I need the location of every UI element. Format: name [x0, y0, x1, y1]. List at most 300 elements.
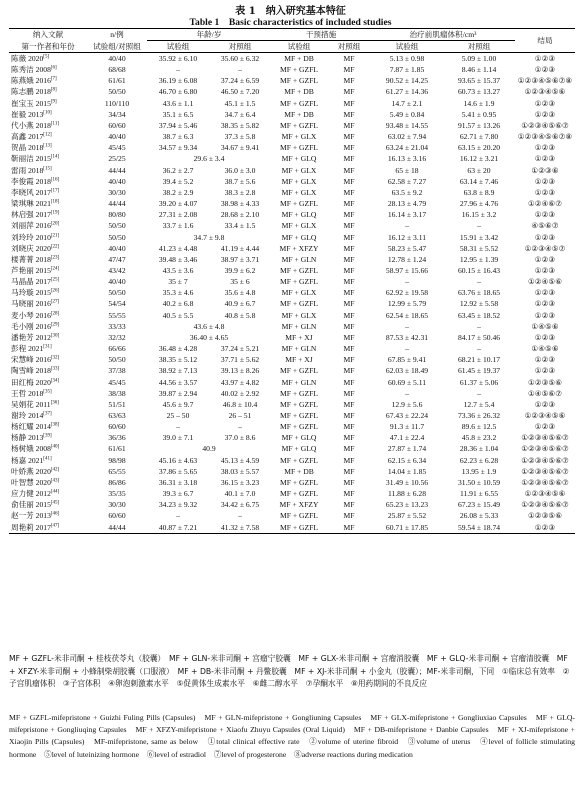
outcome-cell: ①②③④⑤⑥⑦ — [521, 433, 569, 443]
study-author-year: 刘丽萍 2016 — [11, 221, 51, 231]
volume-trial-cell: 31.49 ± 10.56 — [385, 477, 429, 487]
reference-number: [18] — [50, 199, 60, 205]
study-cell — [9, 53, 87, 65]
volume-control-cell: 68.21 ± 10.17 — [457, 355, 501, 365]
table-row — [9, 165, 575, 176]
study-cell — [9, 165, 87, 176]
table-row — [9, 354, 575, 365]
intervention-control-cell: MF — [343, 109, 355, 119]
header-outcome: 结局 — [515, 29, 575, 53]
volume-control-cell: 16.15 ± 3.2 — [461, 210, 497, 220]
table-row — [9, 477, 575, 488]
volume-trial-cell: 62.03 ± 18.49 — [385, 366, 429, 376]
reference-index: 30 — [52, 333, 58, 339]
reference-number: [17] — [50, 188, 60, 194]
intervention-control-cell: MF — [343, 321, 355, 331]
volume-trial-cell: 7.87 ± 1.85 — [389, 65, 425, 75]
intervention-trial-cell: MF + GLN — [281, 344, 317, 354]
sample-size-cell: 60/60 — [108, 422, 126, 432]
age-control-cell: – — [238, 511, 242, 521]
intervention-control-cell: MF — [343, 65, 355, 75]
sample-size-cell: 50/50 — [108, 87, 126, 97]
reference-number: [16] — [50, 177, 60, 183]
intervention-trial-cell: MF + XFZY — [279, 500, 319, 510]
intervention-control-cell: MF — [343, 154, 355, 164]
age-trial-cell: 36.31 ± 3.18 — [158, 477, 198, 487]
outcome-cell: ①④⑤⑥ — [531, 321, 559, 331]
age-control-cell: 37.3 ± 5.8 — [224, 132, 256, 142]
reference-number: [38] — [50, 422, 60, 428]
reference-number: [11] — [50, 121, 60, 127]
study-cell — [9, 98, 87, 109]
reference-number: [28] — [50, 311, 60, 317]
age-control-cell: 40.9 ± 6.7 — [224, 299, 256, 309]
intervention-trial-cell: MF + GZFL — [279, 422, 319, 432]
table-row — [9, 153, 575, 164]
age-pooled-cell: 43.6 ± 4.8 — [193, 321, 225, 331]
volume-trial-cell: 27.87 ± 1.74 — [387, 444, 427, 454]
reference-number: [7] — [50, 76, 57, 82]
intervention-trial-cell: MF + GZFL — [279, 411, 319, 420]
reference-number: [5] — [43, 54, 50, 60]
volume-control-cell: 12.7 ± 5.4 — [463, 399, 495, 409]
outcome-cell: ①②③④⑤⑥⑦ — [521, 500, 569, 510]
study-cell — [9, 343, 87, 354]
age-control-cell: 45.13 ± 4.59 — [220, 455, 260, 465]
reference-index: 22 — [52, 244, 58, 250]
sample-size-cell: 36/36 — [108, 433, 126, 443]
study-cell — [9, 209, 87, 220]
reference-number: [26] — [50, 288, 60, 294]
volume-trial-cell: 62.92 ± 19.58 — [385, 288, 429, 298]
reference-index: 47 — [52, 523, 58, 529]
outcome-cell: ①②③ — [534, 232, 556, 242]
table-row — [9, 298, 575, 309]
table-row — [9, 421, 575, 432]
footnote-cn: MF + GZFL-米非司酮 + 桂枝茯苓丸（胶囊） MF + GLN-米非司酮 + 宫瘤宁胶囊 MF + GLX-米非司酮 + 宫瘤消胶囊 MF + GLQ-米非司酮 + 宫瘤清胶囊 MF + XFZY-米非司酮 + 小蜂制柴胡胶囊（口服液） MF + DB-米非司酮 + 丹鳖胶囊 MF + XJ-米非司酮 + 小金丸（胶囊）；MF-米非司酮，下同 ①临床总有效率 ②子宫肌瘤体积 ③子宫体积 ④卵泡刺激素水平 ⑤促黄体生成素水平 ⑥雌二醇水平 ⑦孕酮水平 ⑧用药期间的不良反应 — [9, 654, 570, 689]
study-author-year: 陈志鹏 2018 — [11, 87, 51, 97]
study-cell — [9, 388, 87, 399]
intervention-control-cell: MF — [343, 310, 355, 320]
volume-trial-cell: – — [405, 221, 409, 231]
table-row — [9, 232, 575, 243]
sample-size-cell: 30/30 — [108, 500, 126, 510]
intervention-trial-cell: MF + GZFL — [279, 489, 319, 499]
age-trial-cell: 36.48 ± 4.28 — [158, 344, 198, 354]
volume-trial-cell: 63.02 ± 7.94 — [387, 132, 427, 142]
table-row — [9, 254, 575, 265]
volume-control-cell: – — [477, 321, 481, 331]
volume-control-cell: 63.45 ± 18.52 — [457, 310, 501, 320]
table-row — [9, 276, 575, 287]
volume-control-cell: 11.91 ± 6.55 — [459, 489, 499, 499]
sample-size-cell: 55/55 — [108, 310, 126, 320]
reference-index: 40 — [52, 444, 58, 450]
volume-control-cell: 27.96 ± 4.76 — [459, 199, 499, 209]
reference-number: [46] — [50, 511, 60, 517]
reference-number: [14] — [50, 154, 60, 160]
volume-control-cell: – — [477, 388, 481, 398]
volume-control-cell: 12.95 ± 1.39 — [459, 254, 499, 264]
outcome-cell: ①②③ — [534, 399, 556, 409]
study-author-year: 宋慧峰 2016 — [11, 355, 51, 365]
table-row — [9, 64, 575, 75]
outcome-cell: ①②③ — [534, 210, 556, 220]
age-control-cell: 46.50 ± 7.20 — [220, 87, 260, 97]
intervention-trial-cell: MF + GZFL — [271, 522, 327, 534]
reference-number: [6] — [50, 65, 57, 71]
sample-size-cell: 44/44 — [108, 165, 126, 175]
outcome-cell: ①②③④⑤⑦ — [524, 243, 566, 253]
intervention-trial-cell: MF + XJ — [285, 332, 313, 342]
outcome-cell: ①②③ — [534, 288, 556, 298]
volume-trial-cell: 58.23 ± 5.47 — [387, 243, 427, 253]
study-author-year: 陈薇 2020 — [11, 54, 44, 63]
sample-size-cell: 40/40 — [108, 54, 126, 63]
volume-control-cell: 15.91 ± 3.42 — [459, 232, 499, 242]
volume-trial-cell: 58.97 ± 15.66 — [385, 265, 429, 275]
intervention-control-cell: MF — [343, 76, 355, 86]
table-row — [9, 466, 575, 477]
outcome-cell: ①②③ — [534, 355, 556, 365]
age-control-cell: 41.19 ± 4.44 — [220, 243, 260, 253]
reference-index: 43 — [52, 478, 58, 484]
age-control-cell: – — [238, 65, 242, 75]
sample-size-cell: 60/60 — [108, 511, 126, 521]
sample-size-cell: 44/44 — [108, 199, 126, 209]
volume-trial-cell: 14.04 ± 1.85 — [387, 466, 427, 476]
age-pooled-cell: 36.40 ± 4.65 — [189, 332, 229, 342]
outcome-cell: ①②③④⑤⑥⑦ — [521, 455, 569, 465]
intervention-trial-cell: MF + GLN — [281, 377, 317, 387]
study-author-year: 王哲 2018 — [11, 388, 44, 398]
intervention-trial-cell: MF + GZFL — [279, 277, 319, 287]
intervention-control-cell: MF — [343, 332, 355, 342]
reference-number: [32] — [50, 355, 60, 361]
intervention-control-cell: MF — [343, 98, 355, 108]
age-trial-cell: 40.87 ± 7.21 — [147, 522, 209, 534]
header-fibroid-volume: 治疗前肌瘤体积/cm³ — [371, 29, 515, 41]
sample-size-cell: 65/55 — [108, 466, 126, 476]
sample-size-cell: 30/30 — [108, 187, 126, 197]
age-trial-cell: 39.48 ± 3.46 — [158, 254, 198, 264]
outcome-cell: ①②③ — [534, 98, 556, 108]
outcome-cell: ①②③ — [515, 522, 575, 534]
intervention-control-cell: MF — [343, 243, 355, 253]
table-title-en: Table 1 Basic characteristics of included studies — [189, 17, 392, 28]
age-control-cell: 36.0 ± 3.0 — [224, 165, 256, 175]
age-trial-cell: 43.5 ± 3.6 — [162, 265, 194, 275]
sample-size-cell: 61/61 — [108, 76, 126, 86]
header-int-trial: 试验组 — [271, 41, 327, 53]
table-row — [9, 510, 575, 521]
intervention-control-cell: MF — [327, 522, 371, 534]
study-cell — [9, 298, 87, 309]
study-author-year: 马晶晶 2017 — [11, 277, 51, 287]
study-author-year: 贺晶 2018 — [11, 143, 44, 153]
intervention-trial-cell: MF + GZFL — [279, 76, 319, 86]
age-control-cell: 38.98 ± 4.33 — [220, 199, 260, 209]
sample-size-cell: 40/40 — [108, 132, 126, 142]
age-control-cell: 34.7 ± 6.4 — [224, 109, 256, 119]
reference-number: [31] — [43, 344, 52, 350]
age-trial-cell: 27.31 ± 2.08 — [158, 210, 198, 220]
outcome-cell: ①②③ — [534, 143, 556, 153]
study-author-year: 崔宝玉 2015 — [11, 98, 51, 108]
outcome-cell: ①②③④⑤⑥⑦⑧ — [517, 132, 573, 142]
intervention-control-cell: MF — [343, 277, 355, 287]
volume-trial-cell: 11.88 ± 6.28 — [387, 489, 427, 499]
reference-index: 23 — [52, 255, 58, 261]
reference-index: 13 — [44, 143, 50, 149]
intervention-control-cell: MF — [343, 232, 355, 242]
table-row — [9, 455, 575, 466]
study-author-year: 陈秀洁 2008 — [11, 65, 51, 75]
reference-number: [45] — [50, 500, 60, 506]
reference-index: 33 — [52, 366, 58, 372]
reference-index: 21 — [52, 232, 58, 238]
table-row — [9, 209, 575, 220]
table-header — [9, 29, 575, 53]
study-cell — [9, 254, 87, 265]
volume-trial-cell: 91.3 ± 11.7 — [389, 422, 425, 432]
sample-size-cell: 50/50 — [108, 232, 126, 242]
intervention-control-cell: MF — [343, 288, 355, 298]
study-cell — [9, 488, 87, 499]
volume-trial-cell: 67.85 ± 9.41 — [387, 355, 427, 365]
outcome-cell: ①②③④⑤⑥⑦ — [521, 466, 569, 476]
age-trial-cell: 43.6 ± 1.1 — [162, 98, 194, 108]
volume-control-cell: – — [477, 221, 481, 231]
table-row — [9, 388, 575, 399]
age-control-cell: 28.68 ± 2.10 — [220, 210, 260, 220]
intervention-trial-cell: MF + GZFL — [279, 120, 319, 130]
intervention-control-cell: MF — [343, 210, 355, 220]
sample-size-cell: 40/40 — [108, 243, 126, 253]
volume-trial-cell: 63.5 ± 9.2 — [391, 187, 423, 197]
study-author-year: 杨嘉 2021 — [11, 455, 44, 465]
reference-index: 6 — [52, 65, 56, 71]
study-author-year: 彭程 2021 — [11, 344, 44, 354]
study-author-year: 应力健 2012 — [11, 489, 51, 499]
age-trial-cell: 39.87 ± 2.94 — [158, 388, 198, 398]
study-author-year: 潘艳芳 2012 — [11, 332, 51, 342]
sample-size-cell: 25/25 — [108, 154, 126, 164]
volume-control-cell: 14.6 ± 1.9 — [463, 98, 495, 108]
reference-number: [13] — [43, 143, 52, 149]
age-trial-cell: 25 – 50 — [166, 411, 190, 420]
age-trial-cell: 41.23 ± 4.48 — [158, 243, 198, 253]
intervention-trial-cell: MF + GZFL — [279, 143, 319, 153]
intervention-control-cell: MF — [343, 54, 355, 63]
sample-size-cell: 80/80 — [108, 210, 126, 220]
study-cell — [9, 421, 87, 432]
study-cell — [9, 131, 87, 142]
volume-control-cell: 59.54 ± 18.74 — [443, 522, 515, 534]
reference-index: 27 — [52, 299, 58, 305]
volume-control-cell: 91.57 ± 13.26 — [457, 120, 501, 130]
header-age: 年龄/岁 — [147, 29, 271, 41]
study-author-year: 芦艳丽 2015 — [11, 265, 51, 275]
study-author-year: 吴娟花 2011 — [11, 399, 51, 409]
header-n-sub: 试验组/对照组 — [87, 41, 147, 53]
outcome-cell: ①②③⑤⑥ — [527, 377, 563, 387]
reference-number: [15] — [43, 166, 52, 172]
volume-control-cell: 13.95 ± 1.9 — [461, 466, 497, 476]
volume-trial-cell: 63.24 ± 21.04 — [385, 143, 429, 153]
header-age-trial: 试验组 — [147, 41, 209, 53]
intervention-trial-cell: MF + GZFL — [279, 455, 319, 465]
table-row — [9, 399, 575, 410]
age-trial-cell: 44.56 ± 3.57 — [158, 377, 198, 387]
sample-size-cell: 34/34 — [108, 109, 126, 119]
sample-size-cell: 45/45 — [108, 377, 126, 387]
intervention-control-cell: MF — [343, 477, 355, 487]
study-cell — [9, 510, 87, 521]
intervention-control-cell: MF — [343, 511, 355, 521]
reference-index: 35 — [44, 389, 50, 395]
intervention-trial-cell: MF + GLX — [281, 132, 317, 142]
volume-trial-cell: 62.54 ± 18.65 — [385, 310, 429, 320]
sample-size-cell: 63/63 — [108, 411, 126, 420]
intervention-trial-cell: MF + DB — [284, 54, 314, 63]
header-study: 纳入文献 — [9, 29, 87, 41]
intervention-trial-cell: MF + GZFL — [279, 265, 319, 275]
volume-control-cell: 28.36 ± 1.04 — [459, 444, 499, 454]
intervention-control-cell: MF — [343, 455, 355, 465]
reference-number: [47] — [50, 523, 60, 529]
sample-size-cell: 50/50 — [108, 355, 126, 365]
age-control-cell: 40.1 ± 7.0 — [224, 489, 256, 499]
study-cell — [9, 176, 87, 187]
age-control-cell: 38.03 ± 5.57 — [220, 466, 260, 476]
table-row — [9, 265, 575, 276]
study-cell — [9, 455, 87, 466]
volume-control-cell: 31.50 ± 10.59 — [457, 477, 501, 487]
study-cell — [9, 410, 87, 421]
study-cell — [9, 265, 87, 276]
outcome-cell: ①②③④⑤⑥⑦ — [521, 477, 569, 487]
volume-control-cell: 89.6 ± 12.5 — [461, 422, 497, 432]
age-control-cell: 35.6 ± 4.8 — [224, 288, 256, 298]
intervention-trial-cell: MF + GLQ — [281, 232, 317, 242]
volume-control-cell: 8.46 ± 1.14 — [461, 65, 497, 75]
reference-number: [19] — [50, 210, 60, 216]
reference-index: 18 — [52, 199, 58, 205]
intervention-control-cell: MF — [343, 254, 355, 264]
reference-index: 41 — [44, 456, 50, 462]
study-author-year: 刘玲玲 2010 — [11, 232, 51, 242]
reference-number: [23] — [50, 255, 60, 261]
age-trial-cell: 34.57 ± 9.34 — [158, 143, 198, 153]
age-control-cell: 33.4 ± 1.5 — [224, 221, 256, 231]
volume-control-cell: 73.36 ± 26.32 — [457, 411, 501, 420]
age-trial-cell: 45.16 ± 4.63 — [158, 455, 198, 465]
intervention-control-cell: MF — [343, 466, 355, 476]
sample-size-cell: 61/61 — [108, 444, 126, 454]
volume-control-cell: 60.15 ± 16.43 — [457, 265, 501, 275]
age-control-cell: 35.60 ± 6.32 — [220, 54, 260, 63]
study-author-year: 林启强 2017 — [11, 210, 51, 220]
reference-number: [43] — [50, 478, 60, 484]
table-row — [9, 98, 575, 109]
sample-size-cell: 68/68 — [108, 65, 126, 75]
intervention-trial-cell: MF + GZFL — [279, 388, 319, 398]
outcome-cell: ①②③⑥ — [531, 165, 559, 175]
study-cell — [9, 399, 87, 410]
study-cell — [9, 187, 87, 198]
reference-number: [29] — [50, 322, 60, 328]
intervention-control-cell: MF — [343, 187, 355, 197]
age-trial-cell: 35.92 ± 6.10 — [158, 54, 198, 63]
age-control-cell: 45.1 ± 1.5 — [224, 98, 256, 108]
table-row — [9, 332, 575, 343]
volume-trial-cell: 12.99 ± 5.79 — [387, 299, 427, 309]
table-row — [9, 321, 575, 332]
outcome-cell: ①②③ — [534, 265, 556, 275]
sample-size-cell: 50/50 — [108, 221, 126, 231]
age-trial-cell: 39.0 ± 7.1 — [162, 433, 194, 443]
volume-trial-cell: 12.78 ± 1.24 — [387, 254, 427, 264]
study-author-year: 李俊霞 2018 — [11, 176, 51, 186]
footnote-en: MF + GZFL-mifepristone + Guizhi Fuling Pills (Capsules) MF + GLN-mifepristone + Gongliuning Capsules MF + GLX-mifepristone + Gongliuxiao Capsules MF + GLQ-mifepristone + Gongliuqing Capsules MF + XFZY-mifepristone + Xiaofu Zhuyu Capsules (Oral Liquid) MF + DB-mifepristone + Danbie Capsules MF + XJ-mifepristone + Xiaojin Pills (Capsules) MF-mifepristone, same as below ①total clinical effective rate ②volume of uterine fibroid ③volume of uterus ④level of follicle stimulating hormone ⑤level of luteinizing hormone ⑥level of estradiol ⑦level of progesterone ⑧adverse reactions during medication — [9, 713, 575, 759]
intervention-control-cell: MF — [343, 433, 355, 443]
age-trial-cell: 45.6 ± 9.7 — [162, 399, 194, 409]
sample-size-cell: 54/54 — [108, 299, 126, 309]
volume-trial-cell: 47.1 ± 22.4 — [389, 433, 425, 443]
volume-control-cell: 60.73 ± 13.27 — [457, 87, 501, 97]
volume-trial-cell: – — [405, 321, 409, 331]
volume-trial-cell: 5.13 ± 0.98 — [389, 54, 425, 63]
outcome-cell: ①④⑤⑥ — [531, 344, 559, 354]
volume-control-cell: 67.23 ± 15.49 — [457, 500, 501, 510]
age-trial-cell: 39.20 ± 4.07 — [158, 199, 198, 209]
reference-index: 31 — [44, 344, 50, 350]
study-author-year: 赵一芳 2013 — [11, 511, 51, 521]
table-row — [9, 522, 575, 534]
volume-trial-cell: 65 ± 18 — [395, 165, 419, 175]
age-control-cell: 37.71 ± 5.62 — [220, 355, 260, 365]
study-author-year: 靳丽洁 2015 — [11, 154, 51, 164]
sample-size-cell: 40/40 — [108, 277, 126, 287]
volume-trial-cell: – — [405, 388, 409, 398]
study-cell — [9, 109, 87, 120]
reference-number: [30] — [50, 333, 60, 339]
volume-control-cell: 63.15 ± 20.20 — [457, 143, 501, 153]
age-control-cell: 43.97 ± 4.82 — [220, 377, 260, 387]
study-author-year: 雷雨 2018 — [11, 165, 44, 175]
reference-index: 28 — [52, 311, 58, 317]
reference-index: 20 — [52, 221, 58, 227]
volume-control-cell: 61.45 ± 19.37 — [457, 366, 501, 376]
volume-trial-cell: 60.69 ± 5.11 — [387, 377, 427, 387]
study-cell — [9, 354, 87, 365]
outcome-cell: ①②③ — [534, 187, 556, 197]
reference-index: 10 — [44, 110, 50, 116]
study-cell — [9, 153, 87, 164]
age-control-cell: 35 ± 6 — [230, 277, 250, 287]
study-author-year: 叶娇燕 2020 — [11, 466, 51, 476]
sample-size-cell: 60/60 — [108, 120, 126, 130]
volume-trial-cell: – — [405, 344, 409, 354]
table-row — [9, 198, 575, 209]
header-int-control: 对照组 — [327, 41, 371, 53]
study-cell — [9, 198, 87, 209]
age-trial-cell: 33.7 ± 1.6 — [162, 221, 194, 231]
sample-size-cell: 51/51 — [108, 399, 126, 409]
outcome-cell: ①④⑤⑥⑦ — [527, 388, 563, 398]
study-cell — [9, 443, 87, 454]
